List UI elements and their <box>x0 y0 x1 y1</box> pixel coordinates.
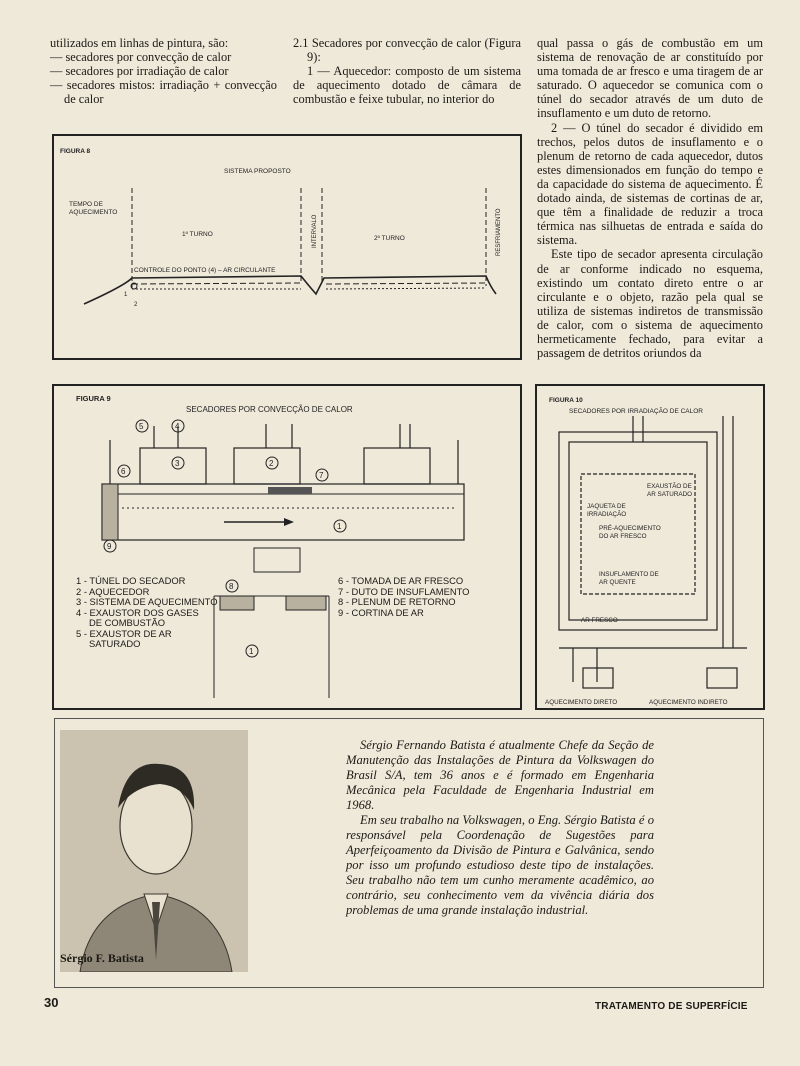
col1-item: — secadores por convecção de calor <box>50 50 232 65</box>
legend-item: 5 - EXAUSTOR DE AR <box>76 627 172 639</box>
col3-paragraph-3: Este tipo de secador apresenta circulação de ar conforme indicado no esquema, existindo um contato direto entre o ar circulante e o objeto, razão pela qual se utiliza de sistemas indiretos de transmissão de calor, com o sistema de aquecimento hermeticamente fechado, para evitar a passagem de detritos oriundos da <box>537 247 763 361</box>
figure-10-label: FIGURA 10 <box>549 397 583 404</box>
author-portrait <box>60 730 248 972</box>
svg-text:3: 3 <box>175 459 180 468</box>
legend-item: 6 - TOMADA DE AR FRESCO <box>338 575 464 586</box>
svg-text:2: 2 <box>269 459 274 468</box>
aquecimento-indireto-label: AQUECIMENTO INDIRETO <box>649 699 728 706</box>
figure-9-diagram <box>54 386 520 708</box>
portrait-caption: Sérgio F. Batista <box>60 951 144 965</box>
svg-text:5: 5 <box>139 422 144 431</box>
figure-10-diagram <box>537 386 763 708</box>
legend-item: 7 - DUTO DE INSUFLAMENTO <box>338 585 470 597</box>
jaqueta-label-1: JAQUETA DE <box>587 503 626 510</box>
legend-item: 3 - SISTEMA DE AQUECIMENTO <box>76 596 218 607</box>
author-portrait-sketch <box>60 730 248 972</box>
point-2-label: 2 <box>134 302 138 308</box>
col2-paragraph: 1 — Aquecedor: composto de um sistema de aquecimento dotado de câmara de combustão e feixe tubular, no interior do <box>293 64 521 107</box>
bio-paragraph-1: Sérgio Fernando Batista é atualmente Chefe da Seção de Manutenção das Instalações de Pintura da Volkswagen do Brasil S/A, tem 36 anos e é formado em Engenharia Mecânica pela Faculdade de Engenharia Industrial em 1968. <box>346 738 654 812</box>
exaustao-label-1: EXAUSTÃO DE <box>647 483 692 490</box>
legend-item: 1 - TÚNEL DO SECADOR <box>76 575 186 586</box>
col1-item: — secadores por irradiação de calor <box>50 64 229 79</box>
svg-text:4: 4 <box>175 422 180 431</box>
journal-title: TRATAMENTO DE SUPERFÍCIE <box>595 1001 748 1012</box>
col3-paragraph-2: 2 — O túnel do secador é dividido em trechos, pelos dutos de insuflamento e o plenum de retorno de cada aquecedor, dutos estes dimensionados em função do tempo e da capacidade do sistema de aquecimento. É dotado ainda, de sistemas de cortinas de ar, que têm a finalidade de reduzir a troca térmica nas silhuetas de entrada e saída do sistema. <box>537 120 763 248</box>
controle-label: CONTROLE DO PONTO (4) – AR CIRCULANTE <box>134 267 276 274</box>
figure-8-label: FIGURA 8 <box>60 148 91 155</box>
figure-8 <box>52 134 522 360</box>
figure-10 <box>535 384 765 710</box>
insuflamento-label-1: INSUFLAMENTO DE <box>599 571 659 578</box>
legend-item: 4 - EXAUSTOR DOS GASES <box>76 606 199 618</box>
turno-1-label: 1º TURNO <box>182 231 213 238</box>
intervalo-label: INTERVALO <box>312 214 318 248</box>
col1-intro: utilizados em linhas de pintura, são: <box>50 36 229 50</box>
insuflamento-label-2: AR QUENTE <box>599 579 636 586</box>
figure-9-title: SECADORES POR CONVECÇÃO DE CALOR <box>186 405 353 414</box>
point-1-label: 1 <box>124 292 128 298</box>
legend-item: 8 - PLENUM DE RETORNO <box>338 596 456 607</box>
svg-text:9: 9 <box>107 542 112 551</box>
tempo-label: TEMPO DE <box>69 201 103 208</box>
aquecimento-label: AQUECIMENTO <box>69 209 118 216</box>
svg-text:8: 8 <box>229 582 234 591</box>
figure-8-diagram <box>54 136 520 358</box>
figure-8-title: SISTEMA PROPOSTO <box>224 168 291 175</box>
pre-aquecimento-label-1: PRÉ-AQUECIMENTO <box>599 525 661 532</box>
ar-fresco-label: AR FRESCO <box>581 617 618 624</box>
col3-paragraph-1: qual passa o gás de combustão em um sistema de renovação de ar constituído por uma tomada de ar fresco e uma tiragem de ar saturado. O aquecedor se comunica com o túnel do secador através de um duto de insuflamento e um duto de retorno. <box>537 36 763 121</box>
turno-2-label: 2º TURNO <box>374 235 405 242</box>
svg-text:1: 1 <box>249 647 254 656</box>
page-number: 30 <box>44 995 59 1010</box>
svg-text:1: 1 <box>337 522 342 531</box>
pre-aquecimento-label-2: DO AR FRESCO <box>599 533 647 540</box>
column-3 <box>537 36 763 360</box>
col1-item: — secadores mistos: irradiação + convecção de calor <box>50 78 277 107</box>
column-1 <box>50 36 277 106</box>
legend-item: SATURADO <box>76 638 141 649</box>
exaustao-label-2: AR SATURADO <box>647 491 693 498</box>
svg-text:6: 6 <box>121 467 126 476</box>
section-heading: 2.1 Secadores por convecção de calor (Figura 9): <box>293 36 521 65</box>
svg-text:7: 7 <box>319 471 324 480</box>
aquecimento-direto-label: AQUECIMENTO DIRETO <box>545 699 618 706</box>
resfriamento-label: RESFRIAMENTO <box>496 208 502 256</box>
author-bio-text <box>346 738 654 918</box>
legend-item: 2 - AQUECEDOR <box>76 585 150 597</box>
bio-paragraph-2: Em seu trabalho na Volkswagen, o Eng. Sérgio Batista é o responsável pela Coordenação de Sugestões para Aperfeiçoamento da Divisão de Pintura e Galvânica, sendo por isso um profundo estudioso deste tipo de instalações. Seu trabalho não tem um cunho meramente acadêmico, ao contrário, seu conhecimento vem da vivência diária dos problemas de uma grande instalação industrial. <box>346 813 654 917</box>
legend-item: DE COMBUSTÃO <box>76 617 166 628</box>
figure-10-title: SECADORES POR IRRADIAÇÃO DE CALOR <box>569 408 703 415</box>
figure-9-legend-right <box>338 576 469 618</box>
figure-9 <box>52 384 522 710</box>
figure-9-label: FIGURA 9 <box>76 394 111 403</box>
legend-item: 9 - CORTINA DE AR <box>338 606 424 618</box>
column-2 <box>293 36 521 106</box>
figure-9-legend-left <box>76 576 218 650</box>
jaqueta-label-2: IRRADIAÇÃO <box>587 511 627 518</box>
